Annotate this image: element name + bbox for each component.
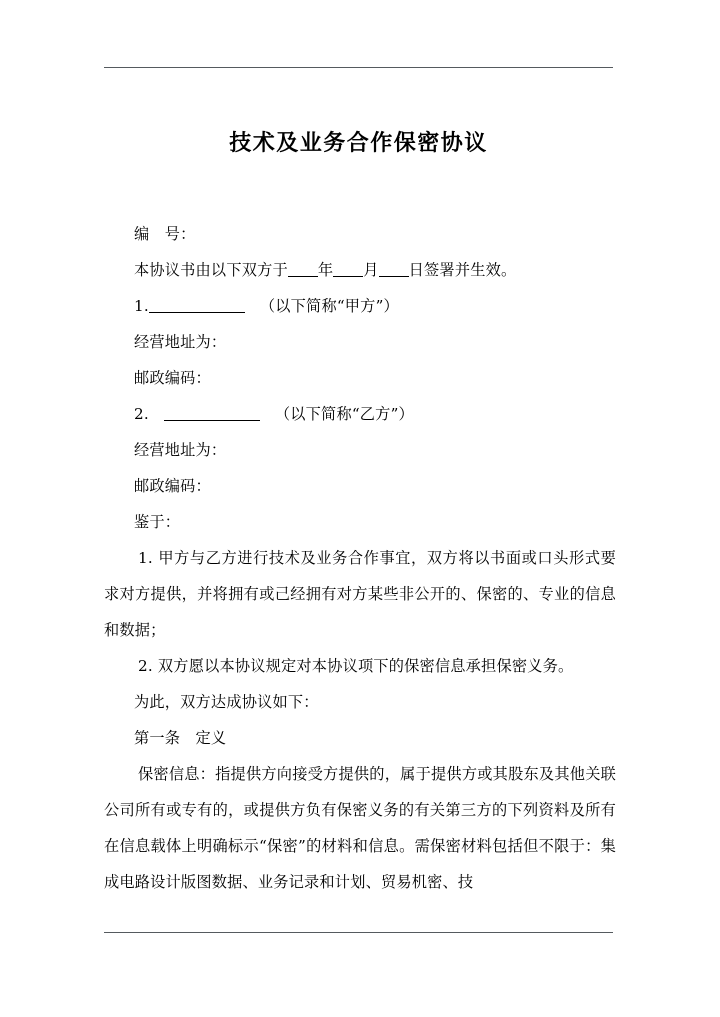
signing-date-prefix: 本协议书由以下双方于: [134, 261, 288, 279]
year-blank: [288, 276, 318, 277]
party-a-address-label: 经营地址为：: [134, 333, 227, 351]
party-b-address-line: [104, 432, 616, 468]
page-title: 技术及业务合作保密协议: [229, 130, 488, 156]
party-b-alias: （以下简称“乙方”）: [274, 405, 414, 423]
month-blank: [333, 276, 363, 277]
whereas-item-1: 1. 甲方与乙方进行技术及业务合作事宜，双方将以书面或口头形式要求对方提供，并将拥有或己经拥有对方某些非公开的、保密的、专业的信息和数据；: [104, 549, 616, 639]
signing-date-line: [104, 252, 616, 288]
party-a-name-blank: [149, 312, 245, 313]
party-a-postcode-line: [104, 360, 616, 396]
footer-rule: [104, 932, 613, 933]
whereas-item-2: 2. 双方愿以本协议规定对本协议项下的保密信息承担保密义务。: [138, 657, 574, 675]
party-a-address-line: [104, 324, 616, 360]
serial-number-label: 编 号：: [134, 225, 196, 243]
party-b-address-label: 经营地址为：: [134, 441, 227, 459]
party-a-alias: （以下简称“甲方”）: [259, 297, 399, 315]
party-a-number: 1.: [134, 297, 149, 315]
party-a-line: [104, 288, 616, 324]
serial-number-line: [104, 216, 616, 252]
whereas-label: 鉴于：: [134, 513, 181, 531]
article-1-body: 保密信息：指提供方向接受方提供的，属于提供方或其股东及其他关联公司所有或专有的，或提供方负有保密义务的有关第三方的下列资料及所有在信息载体上明确标示“保密”的材料和信息。需保密材料包括但不限于：集成电路设计版图数据、业务记录和计划、贸易机密、技: [104, 765, 616, 891]
party-b-postcode-label: 邮政编码：: [134, 477, 211, 495]
signing-date-suffix: 日签署并生效。: [408, 261, 517, 279]
day-blank: [379, 276, 409, 277]
party-b-number: 2.: [134, 405, 149, 423]
document-body: [104, 216, 616, 900]
party-b-name-blank: [164, 420, 260, 421]
party-b-line: [104, 396, 616, 432]
article-1-heading: 第一条 定义: [134, 729, 227, 747]
month-label: 月: [363, 261, 379, 279]
header-rule: [104, 67, 613, 68]
party-a-postcode-label: 邮政编码：: [134, 369, 211, 387]
therefore-line: 为此，双方达成协议如下：: [134, 693, 319, 711]
year-label: 年: [317, 261, 334, 279]
party-b-postcode-line: [104, 468, 616, 504]
